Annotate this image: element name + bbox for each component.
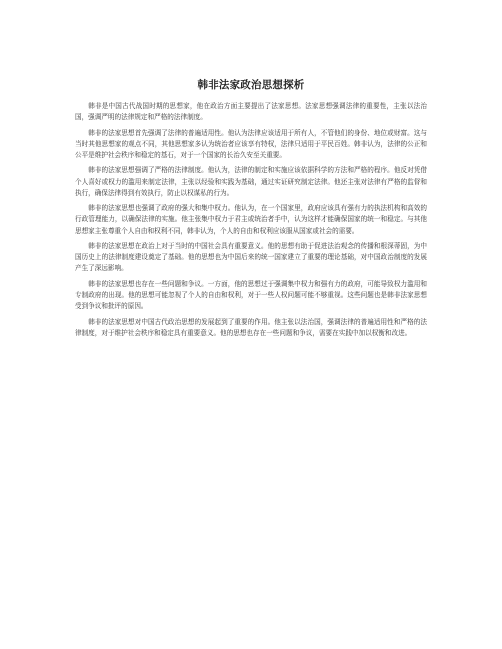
document-body	[75, 78, 427, 343]
paragraph-significance: 韩非的法家思想在政治上对于当时的中国社会具有重要意义。他的思想有助于促进法治观念的传播和根深蒂固，为中国历史上的法律制度建设奠定了基础。他的思想也为中国后来的统一国家建立了重要的理论基础，对中国政治制度的发展产生了深远影响。	[75, 241, 427, 273]
paragraph-conclusion: 韩非的法家思想对中国古代政治思想的发展起到了重要的作用。他主张以法治国，强调法律的普遍适用性和严格的法律制度，对于维护社会秩序和稳定具有重要意义。他的思想也存在一些问题和争议，需要在实践中加以权衡和改进。	[75, 317, 427, 337]
paragraph-controversy: 韩非的法家思想也存在一些问题和争议。一方面，他的思想过于强调集中权力和强有力的政府，可能导致权力滥用和专制政府的出现。他的思想可能忽视了个人的自由和权利，对于一些人权问题可能不够重视。这些问题也是韩非法家思想受到争议和批评的原因。	[75, 279, 427, 311]
paragraph-intro: 韩非是中国古代战国时期的思想家，他在政治方面主要提出了法家思想。法家思想强调法律的重要性，主张以法治国，强调严明的法律规定和严格的法律制度。	[75, 102, 427, 122]
paragraph-strict-system: 韩非的法家思想强调了严格的法律制度。他认为，法律的制定和实施应该依据科学的方法和严格的程序。他反对凭借个人喜好或权力的滥用来制定法律，主张以经验和实践为基础，通过实证研究制定法律。他还主张对法律有严格的监督和执行，确保法律得到有效执行，防止以权谋私的行为。	[75, 166, 427, 197]
paragraph-universality: 韩非的法家思想首先强调了法律的普遍适用性。他认为法律应该适用于所有人，不管他们的身份、地位或财富。这与当时其他思想家的观点不同，其他思想家多认为统治者应该享有特权，法律只适用于平民百姓。韩非认为，法律的公正和公平是维护社会秩序和稳定的基石，对于一个国家的长治久安至关重要。	[75, 128, 427, 159]
document-title: 韩非法家政治思想探析	[197, 79, 305, 91]
paragraph-centralized-power: 韩非的法家思想也强调了政府的强大和集中权力。他认为，在一个国家里，政府应该具有强有力的执法机构和高效的行政管理能力，以确保法律的实施。他主张集中权力于君主或统治者手中，认为这样才能确保国家的统一和稳定。与其他思想家主张尊重个人自由和权利不同，韩非认为，个人的自由和权利应该服从国家或社会的需要。	[75, 204, 427, 235]
